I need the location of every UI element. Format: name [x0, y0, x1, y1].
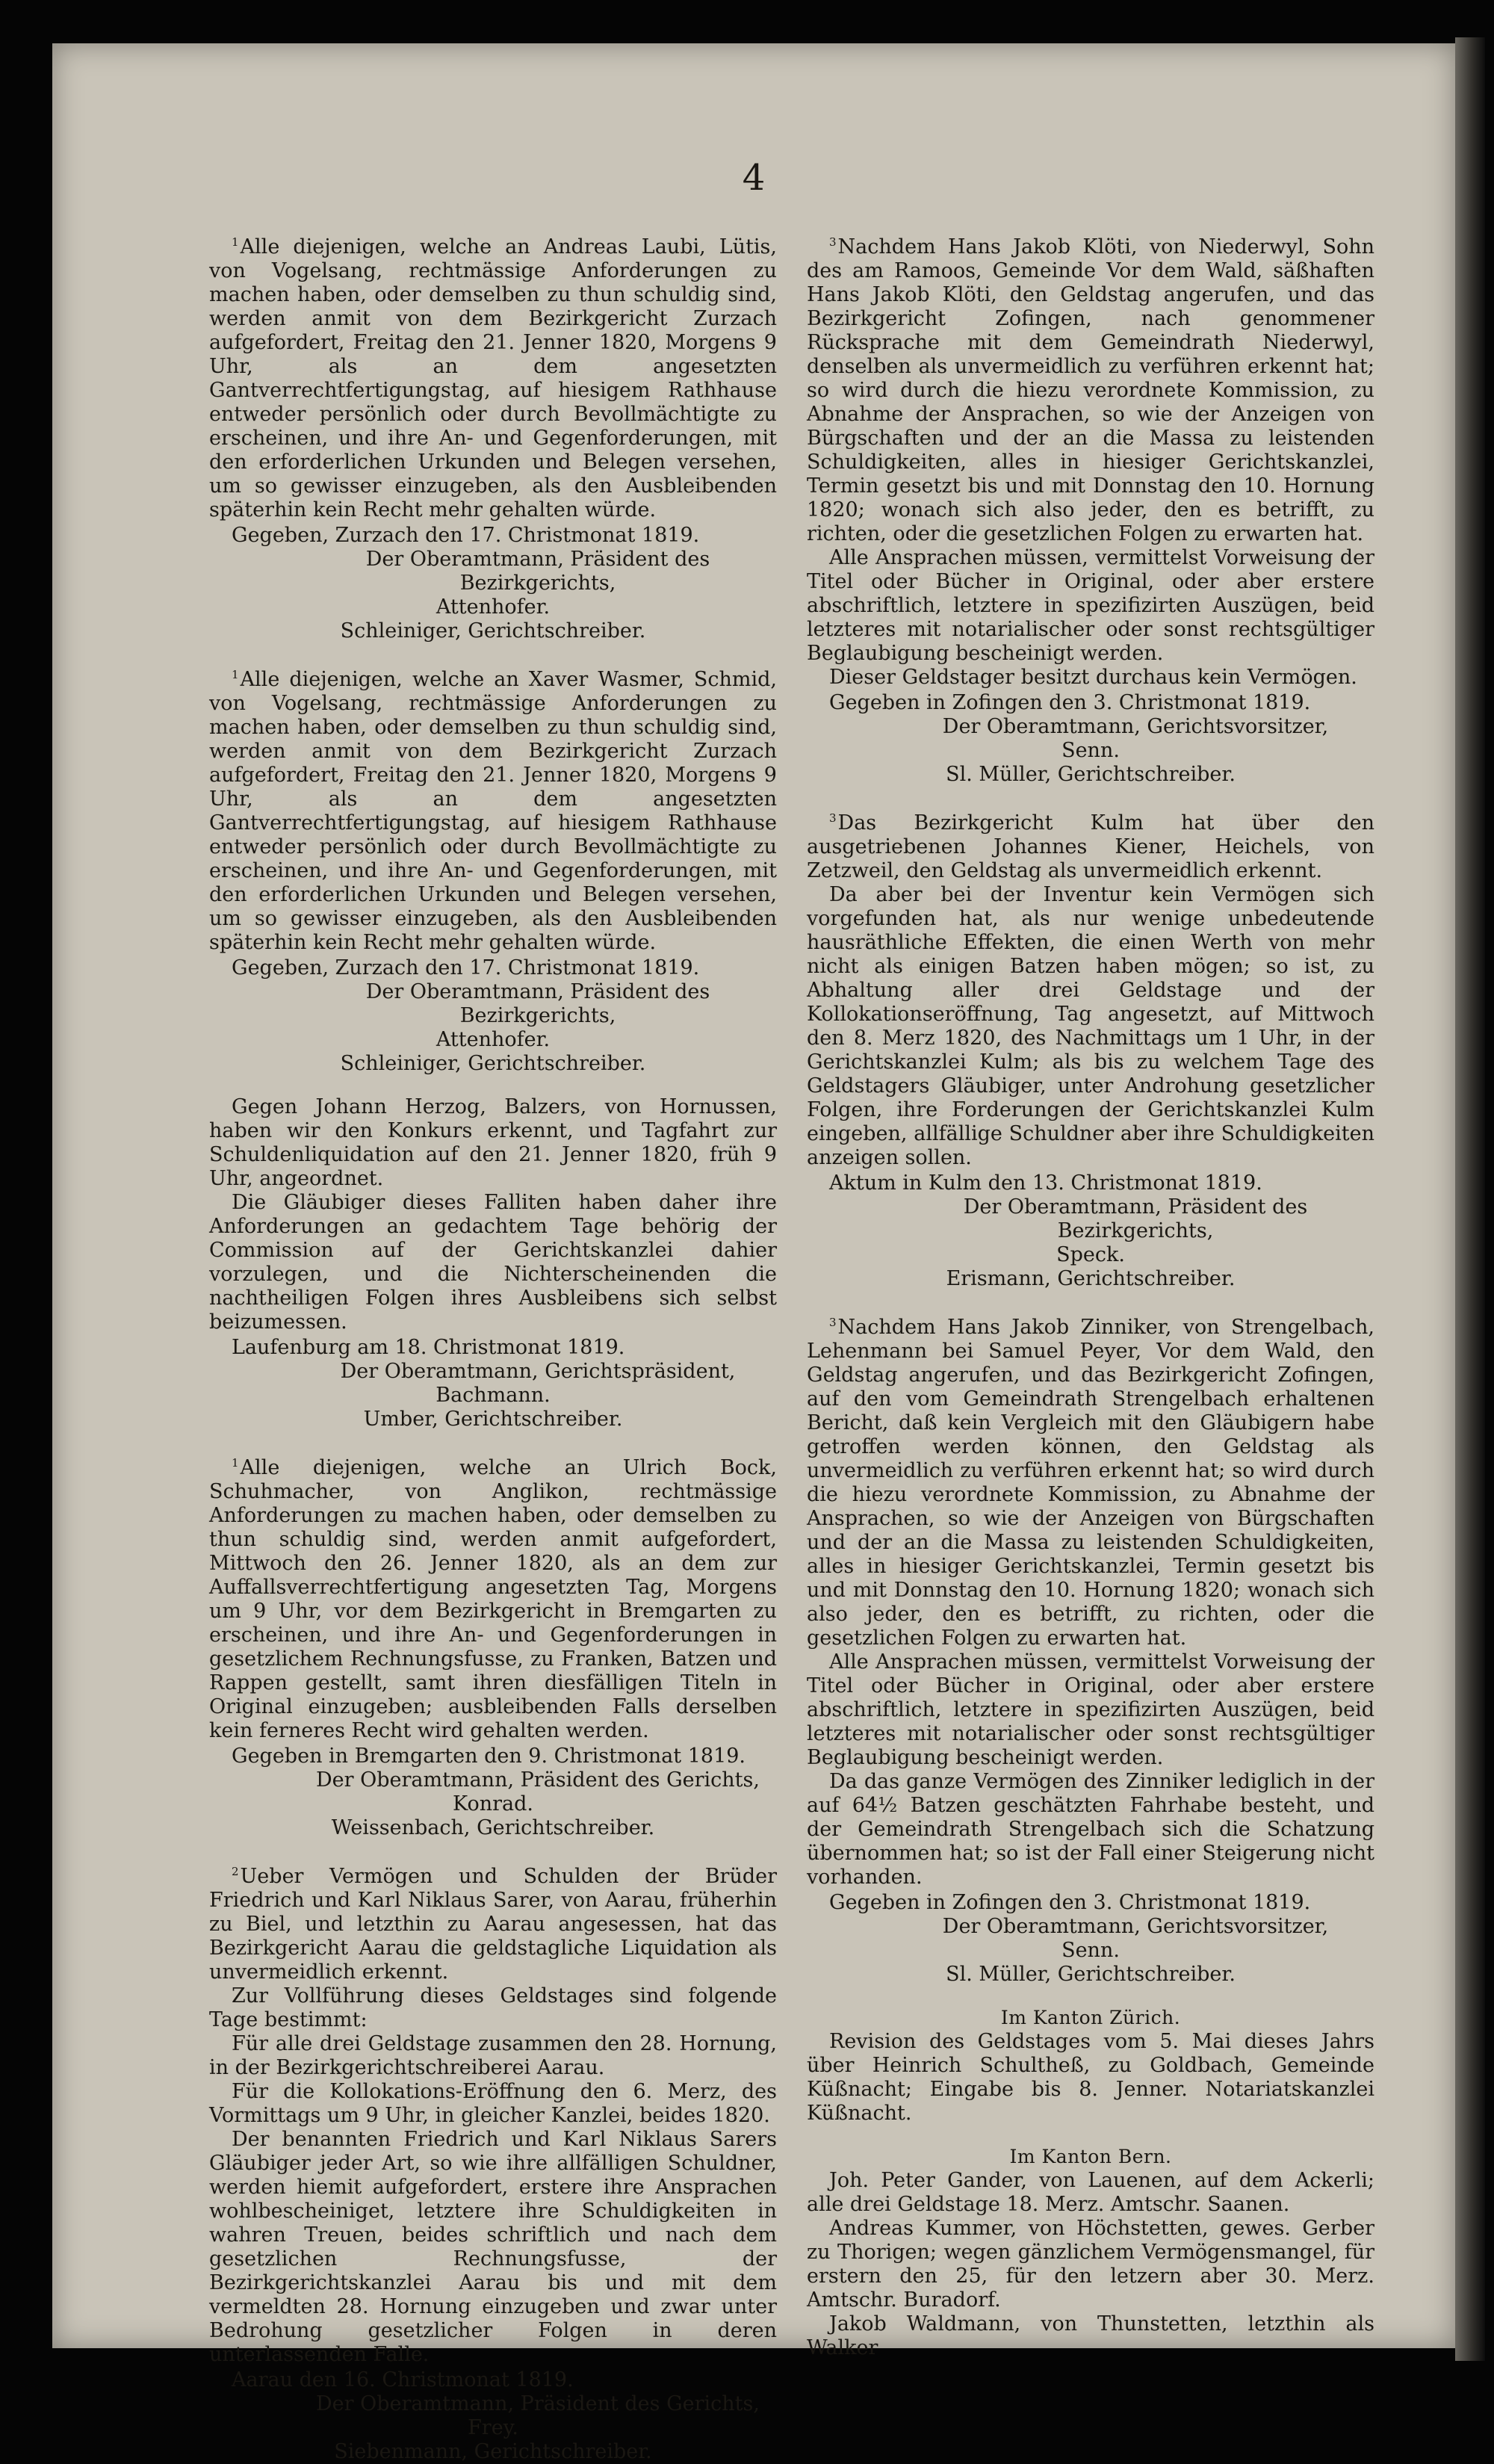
notice-text: Alle Ansprachen müssen, vermittelst Vorweisung der Titel oder Bücher in Original, oder aber erstere abschriftlich, letztere in spezifizirten Auszügen, beid letzteres mit notarialischer oder sonst rechtsgültiger Beglaubigung bescheinigt werden. — [807, 546, 1374, 665]
notice — [209, 1095, 777, 1431]
notice-text: Das Bezirkgericht Kulm hat über den ausgetriebenen Johannes Kiener, Heichels, von Zetzweil, den Geldstag als unvermeidlich erkennt. — [807, 811, 1374, 882]
notice-paragraph — [209, 2128, 777, 2367]
notice-paragraph — [807, 1770, 1374, 1889]
notice — [209, 663, 777, 1076]
notice-text: Nachdem Hans Jakob Klöti, von Niederwyl, Sohn des am Ramoos, Gemeinde Vor dem Wald, säßhaften Hans Jakob Klöti, den Geldstag angerufen, und das Bezirkgericht Zofingen, nach genommener Rücksprache mit dem Gemeindrath Niederwyl, denselben als unvermeidlich zu verführen erkennt hat; so wird durch die hiezu verordnete Kommission, zu Abnahme der Ansprachen, so wie der Anzeigen von Bürgschaften und der an die Massa zu leistenden Schuldigkeiten, alles in hiesiger Gerichtskanzlei, Termin gesetzt bis und mit Donnstag den 10. Hornung 1820; wonach sich also jeder, den es betrifft, zu richten, oder die gesetzlichen Folgen zu erwarten hat. — [807, 235, 1374, 545]
notice-text: Dieser Geldstager besitzt durchaus kein Vermögen. — [829, 666, 1357, 689]
notice-signature: Speck. — [1056, 1243, 1125, 1266]
notice-bern — [807, 2145, 1374, 2360]
notice-mark: 3 — [829, 235, 837, 249]
notice-paragraph — [807, 1650, 1374, 1770]
notice-paragraph — [807, 1310, 1374, 1650]
notice-date-line: Gegeben in Zofingen den 3. Christmonat 1819. — [829, 691, 1311, 714]
notice-signature: Erismann, Gerichtschreiber. — [946, 1267, 1236, 1290]
notice-text: Gegen Johann Herzog, Balzers, von Hornussen, haben wir den Konkurs erkennt, und Tagfahrt zur Schuldenliquidation auf den 21. Jenner 1820, früh 9 Uhr, angeordnet. — [209, 1095, 777, 1190]
notice-text: Für alle drei Geldstage zusammen den 28. Hornung, in der Bezirkgerichtschreiberei Aarau. — [209, 2032, 777, 2079]
notice-text: Alle diejenigen, welche an Andreas Laubi, Lütis, von Vogelsang, rechtmässige Anforderungen zu machen haben, oder demselben zu thun schuldig sind, werden anmit von dem Bezirkgericht Zurzach aufgefordert, Freitag den 21. Jenner 1820, Morgens 9 Uhr, als an dem angesetzten Gantverrechtfertigungstag, auf hiesigem Rathhause entweder persönlich oder durch Bevollmächtigte zu erscheinen, und ihre An- und Gegenforderungen, mit den erforderlichen Urkunden und Belegen versehen, um so gewisser einzugeben, als den Ausbleibenden späterhin kein Recht mehr gehalten würde. — [209, 235, 777, 521]
notice — [807, 1310, 1374, 1987]
right-notices — [807, 230, 1374, 1987]
notice-text: Die Gläubiger dieses Falliten haben daher ihre Anforderungen an gedachtem Tage behörig der Commission auf der Gerichtskanzlei dahier vorzulegen, und die Nichterscheinenden die nachtheiligen Folgen ihres Ausbleibens sich selbst beizumessen. — [209, 1191, 777, 1334]
notice-signature: Attenhofer. — [436, 595, 551, 619]
notice-date-line: Gegeben in Zofingen den 3. Christmonat 1819. — [829, 1891, 1311, 1914]
notice-signature: Der Oberamtmann, Präsident des Bezirkgerichts, — [365, 980, 710, 1027]
notice-date-line: Laufenburg am 18. Christmonat 1819. — [232, 1336, 625, 1359]
notice-text: Alle diejenigen, welche an Ulrich Bock, Schuhmacher, von Anglikon, rechtmässige Anforderungen zu machen haben, oder demselben zu thun schuldig sind, werden anmit aufgefordert, Mittwoch den 26. Jenner 1820, als an dem zur Auffallsverrechtfertigung angesetzten Tag, Morgens um 9 Uhr, vor dem Bezirkgericht in Bremgarten zu erscheinen, und ihre An- und Gegenforderungen in gesetzlichem Rechnungsfusse, zu Franken, Batzen und Rappen gestellt, samt ihren diesfälligen Titeln in Original einzugeben; ausbleibenden Falls derselben kein ferneres Recht wird gehalten werden. — [209, 1456, 777, 1742]
notice-text: Alle diejenigen, welche an Xaver Wasmer, Schmid, von Vogelsang, rechtmässige Anforderungen zu machen haben, oder demselben zu thun schuldig sind, werden anmit von dem Bezirkgericht Zurzach aufgefordert, Freitag den 21. Jenner 1820, Morgens 9 Uhr, als an dem angesetzten Gantverrechtfertigungstag, auf hiesigem Rathhause entweder persönlich oder durch Bevollmächtigte zu erscheinen, und ihre An- und Gegenforderungen, mit den erforderlichen Urkunden und Belegen versehen, um so gewisser einzugeben, als den Ausbleibenden späterhin kein Recht mehr gehalten würde. — [209, 668, 777, 954]
notice-date-line: Aktum in Kulm den 13. Christmonat 1819. — [829, 1171, 1262, 1195]
notice-text: Der benannten Friedrich und Karl Niklaus Sarers Gläubiger jeder Art, so wie ihre allfälligen Schuldner, werden hiemit aufgefordert, erstere ihre Ansprachen wohlbescheiniget, letztere ihre Schuldigkeiten in wahren Treuen, beides schriftlich und nach dem gesetzlichen Rechnungsfusse, der Bezirkgerichtskanzlei Aarau bis und mit dem vermeldten 28. Hornung einzugeben und zwar unter Bedrohung gesetzlicher Folgen in deren unterlassenden Falle. — [209, 2128, 777, 2366]
notice-signature: Der Oberamtmann, Gerichtspräsident, — [340, 1360, 736, 1383]
notice-paragraph — [807, 230, 1374, 546]
notice-date-line: Aarau den 16. Christmonat 1819. — [232, 2368, 574, 2392]
bern-entry: Jakob Waldmann, von Thunstetten, letzthin als Walker — [807, 2312, 1374, 2359]
notice-signature: Der Oberamtmann, Präsident des Gerichts, — [316, 1768, 760, 1792]
notice-signature: Konrad. — [453, 1792, 533, 1816]
notice-paragraph — [209, 2080, 777, 2128]
bern-entry: Joh. Peter Gander, von Lauenen, auf dem Ackerli; alle drei Geldstage 18. Merz. Amtschr. Saanen. — [807, 2169, 1374, 2216]
notice — [209, 1451, 777, 1840]
notice-paragraph — [209, 1860, 777, 1984]
notice-paragraph — [807, 546, 1374, 666]
notice-signature: Schleiniger, Gerichtschreiber. — [340, 1052, 646, 1075]
zurich-entry: Revision des Geldstages vom 5. Mai dieses Jahrs über Heinrich Schultheß, zu Goldbach, Gemeinde Küßnacht; Eingabe bis 8. Jenner. Notariatskanzlei Küßnacht. — [807, 2030, 1374, 2125]
notice-paragraph — [209, 2032, 777, 2080]
notice-signature: Siebenmann, Gerichtschreiber. — [334, 2440, 652, 2463]
canton-zurich-heading: Im Kanton Zürich. — [1000, 2007, 1181, 2028]
bern-entry: Andreas Kummer, von Höchstetten, gewes. Gerber zu Thorigen; wegen gänzlichem Vermögensmangel, für erstern den 25, für den letzern aber 30. Merz. Amtschr. Buradorf. — [807, 2217, 1374, 2312]
notice-text: Alle Ansprachen müssen, vermittelst Vorweisung der Titel oder Bücher in Original, oder aber erstere abschriftlich, letztere in spezifizirten Auszügen, beid letzteres mit notarialischer oder sonst rechtsgültiger Beglaubigung bescheinigt werden. — [807, 1650, 1374, 1769]
notice-zurich — [807, 2006, 1374, 2126]
page-number: 4 — [742, 157, 766, 199]
notice-paragraph — [209, 1095, 777, 1191]
notice — [807, 230, 1374, 787]
notice — [209, 1860, 777, 2464]
notice-paragraph — [209, 230, 777, 522]
notice-signature: Frey. — [468, 2416, 518, 2439]
notice-signature: Weissenbach, Gerichtschreiber. — [331, 1816, 655, 1839]
notice — [807, 806, 1374, 1291]
notice-paragraph — [807, 806, 1374, 883]
notice-signature: Der Oberamtmann, Präsident des Gerichts, — [316, 2392, 760, 2415]
right-column — [807, 230, 1374, 2359]
notice-signature: Der Oberamtmann, Präsident des Bezirkgerichts, — [963, 1195, 1308, 1242]
newspaper-page — [52, 43, 1455, 2463]
notice-text: Ueber Vermögen und Schulden der Brüder Friedrich und Karl Niklaus Sarer, von Aarau, früherhin zu Biel, und letzthin zu Aarau angesessen, hat das Bezirkgericht Aarau die geldstagliche Liquidation als unvermeidlich erkennt. — [209, 1865, 777, 1984]
notice-mark: 1 — [232, 235, 239, 249]
notice-signature: Attenhofer. — [436, 1028, 551, 1051]
notice-text: Da aber bei der Inventur kein Vermögen sich vorgefunden hat, als nur wenige unbedeutende hausräthliche Effekten, die einen Werth von mehr nicht als einigen Batzen haben mögen; so ist, zu Abhaltung aller drei Geldstage und der Kollokationseröffnung, Tag angesetzt, auf Mittwoch den 8. Merz 1820, des Nachmittags um 1 Uhr, in der Gerichtskanzlei Kulm; als bis zu welchem Tage des Geldstagers Gläubiger, unter Androhung gesetzlicher Folgen, ihre Forderungen der Gerichtskanzlei Kulm eingeben, allfällige Schuldner aber ihre Schuldigkeiten anzeigen sollen. — [807, 883, 1374, 1169]
notice — [209, 230, 777, 643]
notice-signature: Umber, Gerichtschreiber. — [363, 1408, 623, 1431]
notice-text: Da das ganze Vermögen des Zinniker lediglich in der auf 64½ Batzen geschätzten Fahrhabe besteht, und der Gemeindrath Strengelbach sich die Schatzung übernommen hat; so ist der Fall einer Steigerung nicht vorhanden. — [807, 1770, 1374, 1889]
notice-paragraph — [209, 1191, 777, 1334]
notice-date-line: Gegeben, Zurzach den 17. Christmonat 1819. — [232, 524, 700, 547]
notice-signature: Der Oberamtmann, Gerichtsvorsitzer, — [942, 715, 1329, 738]
notice-signature: Der Oberamtmann, Präsident des Bezirkgerichts, — [365, 548, 710, 595]
notice-date-line: Gegeben in Bremgarten den 9. Christmonat 1819. — [232, 1745, 746, 1768]
notice-mark: 1 — [232, 1456, 239, 1470]
notice-mark: 2 — [232, 1865, 239, 1878]
canton-bern-heading: Im Kanton Bern. — [1009, 2146, 1172, 2167]
notice-paragraph — [209, 663, 777, 955]
notice-text: Für die Kollokations-Eröffnung den 6. Merz, des Vormittags um 9 Uhr, in gleicher Kanzlei, beides 1820. — [209, 2080, 777, 2127]
notice-paragraph — [807, 666, 1374, 690]
notice-signature: Sl. Müller, Gerichtschreiber. — [946, 763, 1236, 786]
notice-signature: Senn. — [1061, 1939, 1120, 1962]
notice-mark: 1 — [232, 668, 239, 681]
left-column — [209, 230, 777, 2463]
notice-signature: Sl. Müller, Gerichtschreiber. — [946, 1963, 1236, 1986]
notice-date-line: Gegeben, Zurzach den 17. Christmonat 1819. — [232, 956, 700, 979]
notice-paragraph — [209, 1984, 777, 2032]
notice-text: Nachdem Hans Jakob Zinniker, von Strengelbach, Lehenmann bei Samuel Peyer, Vor dem Wald, den Geldstag angerufen, und das Bezirkgericht Zofingen, auf den vom Gemeindrath Strengelbach erhaltenen Bericht, daß kein Vergleich mit den Gläubigern habe getroffen werden können, den Geldstag als unvermeidlich zu verführen erkennt hat; so wird durch die hiezu verordnete Kommission, zu Abnahme der Ansprachen, so wie der Anzeigen von Bürgschaften und der an die Massa zu leistenden Schuldigkeiten, alles in hiesiger Gerichtskanzlei, Termin gesetzt bis und mit Donnstag den 10. Hornung 1820; wonach sich also jeder, den es betrifft, zu richten, oder die gesetzlichen Folgen zu erwarten hat. — [807, 1316, 1374, 1650]
notice-signature: Schleiniger, Gerichtschreiber. — [340, 619, 646, 643]
notice-signature: Der Oberamtmann, Gerichtsvorsitzer, — [942, 1915, 1329, 1938]
notice-signature: Senn. — [1061, 739, 1120, 762]
notice-paragraph — [807, 883, 1374, 1170]
book-spine-edge — [1455, 37, 1485, 2361]
notice-paragraph — [209, 1451, 777, 1743]
notice-text: Zur Vollführung dieses Geldstages sind folgende Tage bestimmt: — [209, 1984, 777, 2031]
notice-mark: 3 — [829, 1316, 837, 1329]
notice-mark: 3 — [829, 811, 837, 825]
notice-signature: Bachmann. — [436, 1384, 551, 1407]
